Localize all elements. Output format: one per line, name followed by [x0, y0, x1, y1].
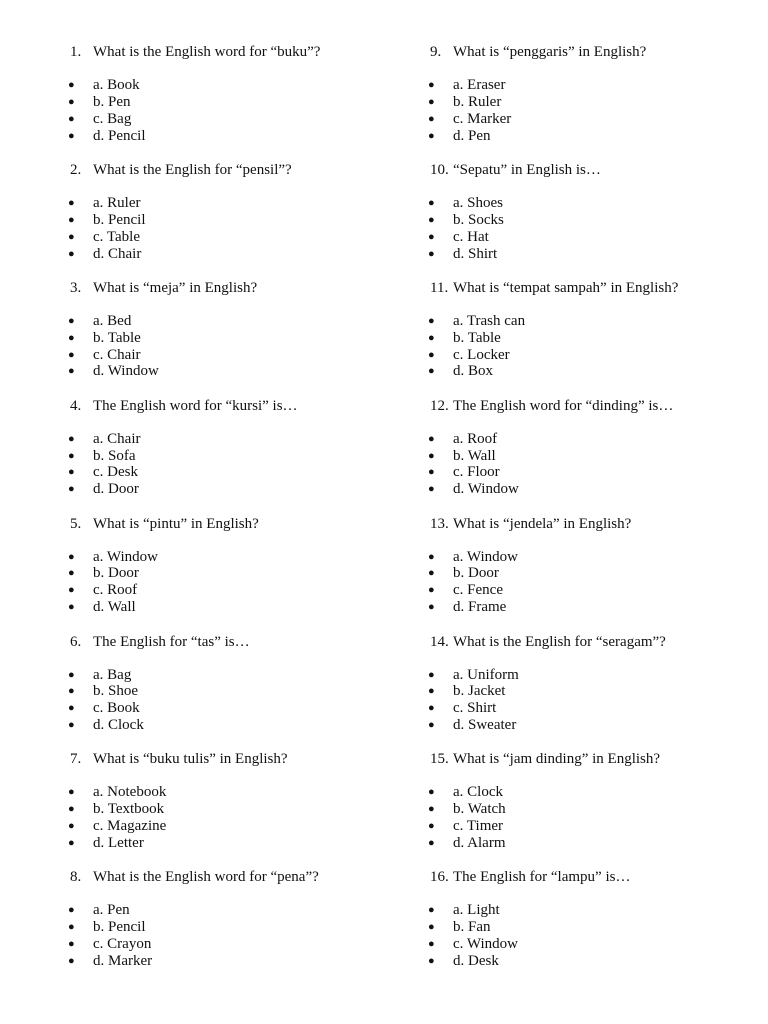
- option-text: c. Floor: [453, 464, 500, 481]
- bullet-icon: ●: [428, 938, 435, 951]
- question: [70, 868, 400, 886]
- option-text: d. Alarm: [453, 835, 506, 852]
- option-text: a. Shoes: [453, 194, 503, 211]
- bullet-icon: ●: [428, 432, 435, 445]
- question: [70, 161, 400, 179]
- question-text: What is the English for “pensil”?: [93, 161, 292, 178]
- option-text: c. Desk: [93, 464, 138, 481]
- bullet-icon: ●: [428, 196, 435, 209]
- question-number: 10.: [430, 161, 449, 178]
- option-text: c. Roof: [93, 582, 138, 599]
- option-text: b. Ruler: [453, 93, 502, 110]
- question-number: 15.: [430, 751, 449, 768]
- question-number: 1.: [70, 44, 82, 60]
- question-number: 13.: [430, 515, 449, 532]
- bullet-icon: ●: [68, 954, 75, 967]
- option-text: c. Chair: [93, 346, 141, 363]
- bullet-icon: ●: [68, 938, 75, 951]
- question-block: [68, 750, 400, 852]
- question-block: [68, 43, 400, 144]
- question-number: 2.: [70, 161, 82, 178]
- option-text: a. Trash can: [453, 312, 526, 329]
- bullet-icon: ●: [68, 786, 75, 799]
- bullet-icon: ●: [428, 702, 435, 715]
- option-text: a. Pen: [93, 902, 130, 919]
- option-text: c. Bag: [93, 110, 132, 127]
- bullet-icon: ●: [428, 112, 435, 125]
- option-text: a. Eraser: [453, 77, 506, 93]
- bullet-icon: ●: [428, 79, 435, 91]
- bullet-icon: ●: [428, 820, 435, 833]
- bullet-icon: ●: [428, 314, 435, 327]
- question-number: 14.: [430, 633, 449, 650]
- question-number: 16.: [430, 869, 449, 886]
- question-number: 8.: [70, 869, 82, 886]
- question-text: What is the English word for “pena”?: [93, 869, 319, 886]
- question-number: 4.: [70, 397, 82, 414]
- question: [430, 633, 760, 651]
- question: [430, 868, 760, 886]
- option-text: d. Sweater: [453, 717, 517, 734]
- question-number: 6.: [70, 633, 82, 650]
- question: [70, 750, 400, 768]
- bullet-icon: ●: [428, 247, 435, 260]
- question-block: [68, 397, 400, 498]
- bullet-icon: ●: [428, 129, 435, 142]
- bullet-icon: ●: [428, 601, 435, 614]
- bullet-icon: ●: [428, 550, 435, 563]
- bullet-icon: ●: [68, 230, 75, 243]
- bullet-icon: ●: [68, 719, 75, 732]
- question-block: [428, 279, 760, 380]
- bullet-icon: ●: [68, 702, 75, 715]
- bullet-icon: ●: [68, 601, 75, 614]
- question-block: [428, 868, 760, 969]
- bullet-icon: ●: [68, 837, 75, 850]
- question-text: The English for “tas” is…: [93, 633, 250, 650]
- bullet-icon: ●: [68, 79, 75, 91]
- option-text: c. Marker: [453, 110, 512, 127]
- question: [70, 515, 400, 533]
- question-number: 3.: [70, 279, 82, 296]
- bullet-icon: ●: [68, 95, 75, 108]
- option-text: b. Pencil: [93, 211, 146, 228]
- option-text: a. Clock: [453, 784, 503, 801]
- question-block: [68, 515, 400, 616]
- option-text: d. Desk: [453, 952, 499, 969]
- option-text: d. Window: [93, 363, 159, 380]
- bullet-icon: ●: [68, 921, 75, 934]
- option-text: a. Notebook: [93, 784, 167, 801]
- question: [430, 279, 760, 297]
- question-text: The English word for “dinding” is…: [453, 397, 674, 414]
- option-text: a. Uniform: [453, 666, 519, 683]
- option-text: d. Window: [453, 481, 519, 498]
- option-text: b. Jacket: [453, 683, 506, 700]
- bullet-icon: ●: [68, 668, 75, 681]
- question-text: What is “jam dinding” in English?: [453, 751, 661, 768]
- bullet-icon: ●: [428, 904, 435, 917]
- option-text: d. Pen: [453, 127, 491, 144]
- bullet-icon: ●: [428, 230, 435, 243]
- bullet-icon: ●: [428, 685, 435, 698]
- option-text: c. Hat: [453, 228, 489, 245]
- bullet-icon: ●: [68, 348, 75, 361]
- option-text: a. Roof: [453, 430, 498, 447]
- option-text: a. Bag: [93, 666, 132, 683]
- question-text: The English for “lampu” is…: [453, 869, 631, 886]
- bullet-icon: ●: [428, 449, 435, 462]
- question-number: 5.: [70, 515, 82, 532]
- bullet-icon: ●: [428, 365, 435, 378]
- question-number: 7.: [70, 751, 82, 768]
- bullet-icon: ●: [68, 584, 75, 597]
- question-text: What is “pintu” in English?: [93, 515, 259, 532]
- option-text: c. Window: [453, 936, 518, 953]
- bullet-icon: ●: [428, 483, 435, 496]
- question: [70, 43, 400, 61]
- bullet-icon: ●: [68, 314, 75, 327]
- question-block: [428, 397, 760, 498]
- bullet-icon: ●: [68, 820, 75, 833]
- option-text: c. Fence: [453, 582, 503, 599]
- bullet-icon: ●: [428, 213, 435, 226]
- bullet-icon: ●: [68, 213, 75, 226]
- bullet-icon: ●: [68, 247, 75, 260]
- option-text: b. Table: [453, 329, 501, 346]
- question: [70, 279, 400, 297]
- bullet-icon: ●: [68, 904, 75, 917]
- option-text: a. Light: [453, 902, 500, 919]
- option-text: d. Frame: [453, 599, 507, 616]
- bullet-icon: ●: [428, 584, 435, 597]
- question-block: [428, 750, 760, 852]
- bullet-icon: ●: [428, 668, 435, 681]
- option-text: c. Book: [93, 700, 140, 717]
- bullet-icon: ●: [428, 466, 435, 479]
- option-text: c. Timer: [453, 818, 504, 835]
- bullet-icon: ●: [68, 196, 75, 209]
- question: [70, 633, 400, 651]
- option-text: d. Box: [453, 363, 494, 380]
- option-text: c. Shirt: [453, 700, 497, 717]
- question-text: What is the English for “seragam”?: [453, 633, 666, 650]
- question: [70, 397, 400, 415]
- option-text: a. Bed: [93, 312, 132, 329]
- option-text: d. Door: [93, 481, 139, 498]
- option-text: b. Shoe: [93, 683, 138, 700]
- option-text: b. Textbook: [93, 801, 165, 818]
- bullet-icon: ●: [68, 466, 75, 479]
- option-text: d. Shirt: [453, 245, 498, 262]
- question-text: What is “tempat sampah” in English?: [453, 279, 679, 296]
- option-text: d. Pencil: [93, 127, 146, 144]
- option-text: c. Table: [93, 228, 140, 245]
- bullet-icon: ●: [428, 921, 435, 934]
- option-text: c. Locker: [453, 346, 510, 363]
- question-number: 9.: [430, 44, 442, 60]
- option-text: b. Pencil: [93, 919, 146, 936]
- option-text: d. Letter: [93, 835, 144, 852]
- question-block: [428, 43, 760, 144]
- bullet-icon: ●: [68, 129, 75, 142]
- bullet-icon: ●: [68, 365, 75, 378]
- bullet-icon: ●: [68, 567, 75, 580]
- bullet-icon: ●: [428, 348, 435, 361]
- question: [430, 43, 760, 61]
- option-text: a. Chair: [93, 430, 141, 447]
- question-text: What is “penggaris” in English?: [453, 44, 647, 60]
- question-number: 12.: [430, 397, 449, 414]
- option-text: c. Crayon: [93, 936, 152, 953]
- question-text: What is “jendela” in English?: [453, 515, 632, 532]
- question-number: 11.: [430, 279, 449, 296]
- option-text: a. Window: [93, 548, 158, 565]
- question-block: [68, 868, 400, 969]
- question-block: [428, 161, 760, 262]
- question-text: The English word for “kursi” is…: [93, 397, 298, 414]
- option-text: d. Wall: [93, 599, 136, 616]
- bullet-icon: ●: [428, 954, 435, 967]
- bullet-icon: ●: [428, 786, 435, 799]
- question: [430, 515, 760, 533]
- option-text: b. Sofa: [93, 447, 136, 464]
- option-text: b. Watch: [453, 801, 506, 818]
- bullet-icon: ●: [428, 567, 435, 580]
- question: [430, 397, 760, 415]
- bullet-icon: ●: [428, 719, 435, 732]
- option-text: b. Socks: [453, 211, 504, 228]
- question-block: [68, 279, 400, 380]
- question-block: [68, 633, 400, 734]
- option-text: a. Ruler: [93, 194, 141, 211]
- question-text: What is the English word for “buku”?: [93, 44, 321, 60]
- option-text: c. Magazine: [93, 818, 167, 835]
- option-text: b. Door: [453, 565, 499, 582]
- question-block: [68, 161, 400, 262]
- question-block: [428, 515, 760, 616]
- option-text: b. Fan: [453, 919, 491, 936]
- question-block: [428, 633, 760, 734]
- bullet-icon: ●: [428, 95, 435, 108]
- bullet-icon: ●: [428, 803, 435, 816]
- question: [430, 750, 760, 768]
- question-text: What is “buku tulis” in English?: [93, 751, 288, 768]
- bullet-icon: ●: [428, 837, 435, 850]
- option-text: d. Marker: [93, 952, 153, 969]
- bullet-icon: ●: [68, 685, 75, 698]
- question-text: “Sepatu” in English is…: [453, 161, 601, 178]
- bullet-icon: ●: [68, 550, 75, 563]
- question-text: What is “meja” in English?: [93, 279, 258, 296]
- option-text: d. Clock: [93, 717, 144, 734]
- option-text: d. Chair: [93, 245, 142, 262]
- bullet-icon: ●: [68, 449, 75, 462]
- option-text: a. Book: [93, 77, 140, 93]
- bullet-icon: ●: [68, 432, 75, 445]
- bullet-icon: ●: [428, 331, 435, 344]
- bullet-icon: ●: [68, 112, 75, 125]
- bullet-icon: ●: [68, 331, 75, 344]
- option-text: b. Wall: [453, 447, 496, 464]
- bullet-icon: ●: [68, 483, 75, 496]
- option-text: b. Door: [93, 565, 139, 582]
- option-text: a. Window: [453, 548, 518, 565]
- question: [430, 161, 760, 179]
- bullet-icon: ●: [68, 803, 75, 816]
- option-text: b. Table: [93, 329, 141, 346]
- option-text: b. Pen: [93, 93, 131, 110]
